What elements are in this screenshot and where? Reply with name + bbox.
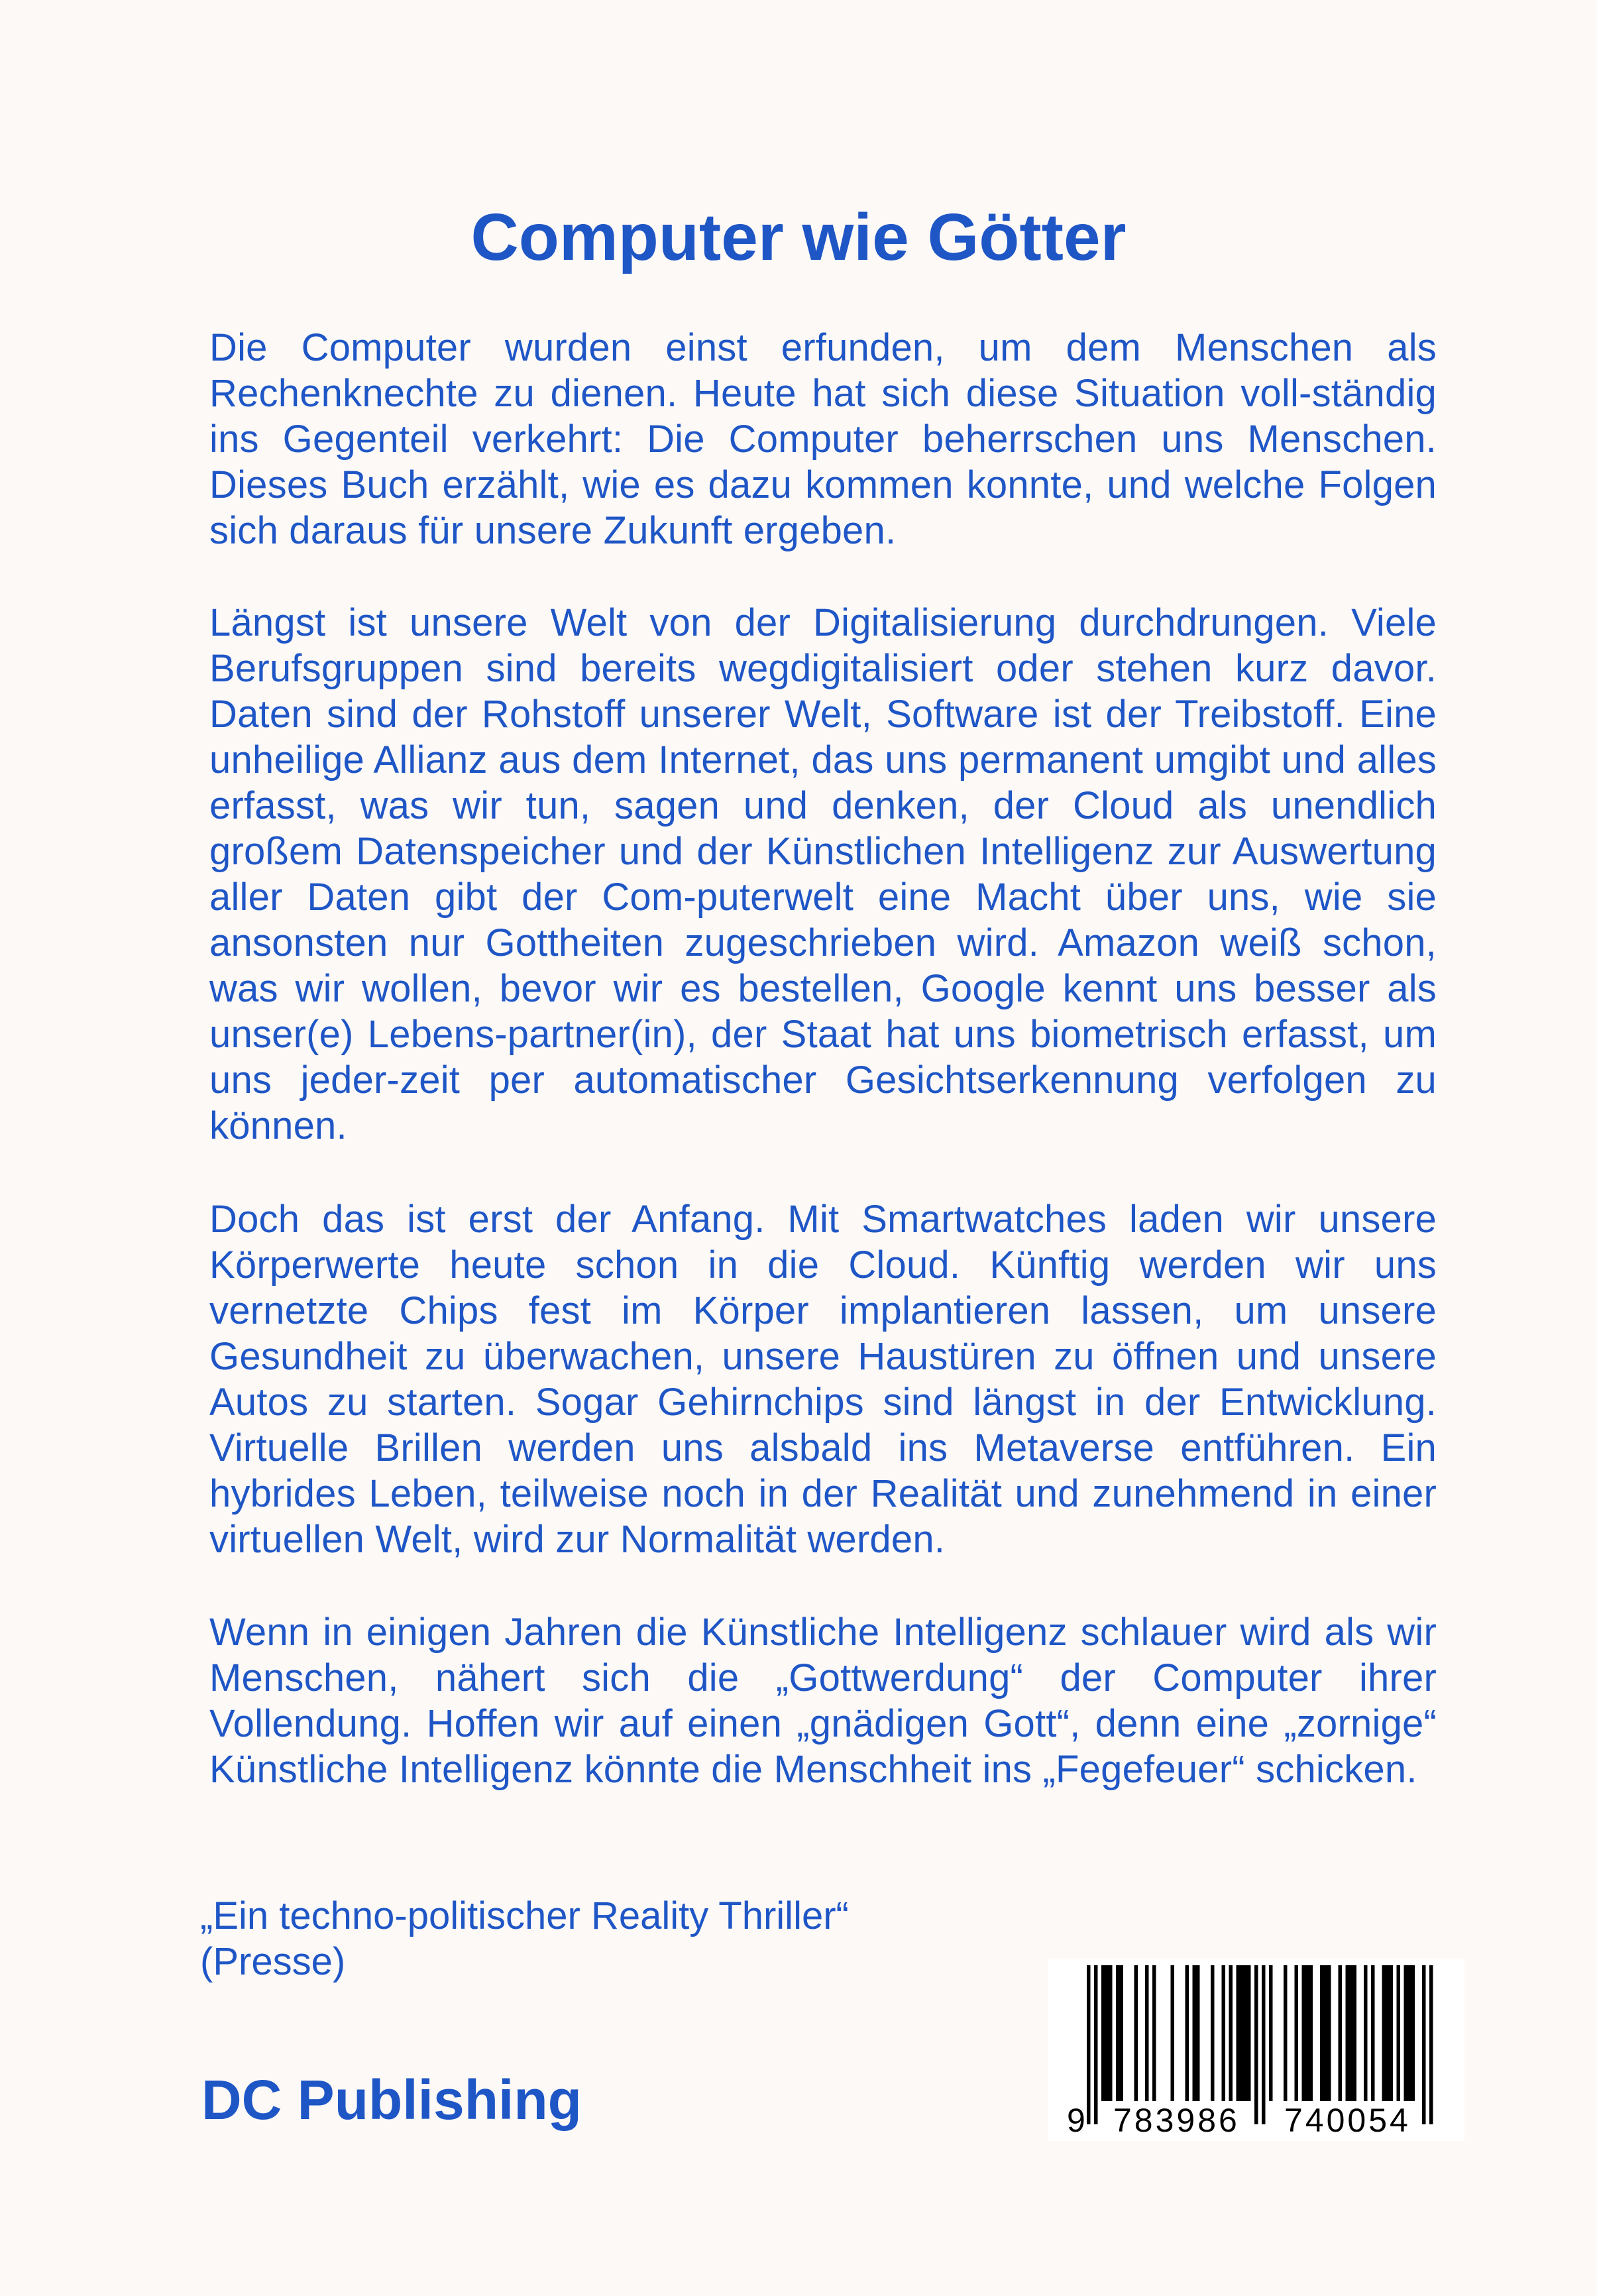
isbn-right-group: 740054 — [1284, 2102, 1411, 2139]
press-quote-source: (Presse) — [200, 1940, 346, 1983]
barcode-bar — [1101, 1965, 1113, 2101]
barcode-guard-bar — [1429, 1965, 1433, 2124]
barcode-bar — [1346, 1965, 1357, 2101]
barcode-bar — [1211, 1965, 1215, 2101]
barcode-guard-bar — [1262, 1965, 1266, 2124]
book-title: Computer wie Götter — [470, 200, 1127, 274]
barcode-bar — [1404, 1965, 1415, 2101]
barcode-guard-bar — [1094, 1965, 1098, 2124]
isbn-left-group: 783986 — [1113, 2102, 1240, 2139]
barcode-guard-bar — [1087, 1965, 1091, 2124]
blurb-paragraph-2: Längst ist unsere Welt von der Digitalisierung durchdrungen. Viele Berufsgruppen sind bereits wegdigitalisiert oder stehen kurz davor. Daten sind der Rohstoff unserer Welt, Software ist der Treibstoff. Eine unheilige Allianz aus dem Internet, das uns permanent umgibt und alles erfasst, was wir tun, sagen und denken, der Cloud als unendlich großem Datenspeicher und der Künstlichen Intelligenz zur Auswertung aller Daten gibt der Com-​puterwelt eine Macht über uns, wie sie ansonsten nur Gottheiten zugeschrieben wird. Amazon weiß schon, was wir wollen, bevor wir es bestellen, Google kennt uns besser als unser(e) Lebens-​partner(in), der Staat hat uns biometrisch erfasst, um uns jeder-​zeit per automatischer Gesichtserkennung verfolgen zu können. — [209, 601, 1437, 1147]
barcode-bar — [1116, 1965, 1123, 2101]
barcode-bar — [1302, 1965, 1313, 2101]
barcode-bar — [1284, 1965, 1288, 2101]
barcode-bar — [1237, 1965, 1251, 2101]
blurb-paragraph-3: Doch das ist erst der Anfang. Mit Smartwatches laden wir unsere Körperwerte heute schon in die Cloud. Künftig werden wir uns vernetzte Chips fest im Körper implantieren lassen, um unsere Gesundheit zu überwachen, unsere Haustüren zu öffnen und unsere Autos zu starten. Sogar Gehirnchips sind längst in der Entwicklung. Virtuelle Brillen werden uns alsbald ins Metaverse entführen. Ein hybrides Leben, teilweise noch in der Realität und zunehmend in einer virtuellen Welt, wird zur Normalität werden. — [209, 1198, 1437, 1561]
publisher-name: DC Publishing — [201, 2069, 582, 2131]
barcode-bar — [1145, 1965, 1149, 2101]
barcode-bar — [1269, 1965, 1273, 2101]
barcode-bar — [1222, 1965, 1226, 2101]
barcode-bar — [1229, 1965, 1233, 2101]
barcode-guard-bar — [1254, 1965, 1258, 2124]
barcode-bar — [1339, 1965, 1343, 2101]
press-quote-text: „Ein techno-politischer Reality Thriller“ — [200, 1894, 849, 1937]
barcode-bar — [1193, 1965, 1200, 2101]
barcode-bar — [1371, 1965, 1375, 2101]
press-quote — [200, 1893, 1062, 1984]
isbn-first-digit: 9 — [1067, 2102, 1085, 2139]
barcode-bar — [1364, 1965, 1368, 2101]
isbn-barcode — [1048, 1959, 1464, 2141]
blurb-paragraph-1: Die Computer wurden einst erfunden, um dem Menschen als Rechenknechte zu dienen. Heute hat sich diese Situation voll-​ständig ins Gegenteil verkehrt: Die Computer beherrschen uns Menschen. Dieses Buch erzählt, wie es dazu kommen konnte, und welche Folgen sich daraus für unsere Zukunft ergeben. — [209, 326, 1437, 552]
barcode-bar — [1382, 1965, 1394, 2101]
barcode-guard-bar — [1422, 1965, 1426, 2124]
barcode-bar — [1320, 1965, 1331, 2101]
barcode-bar — [1295, 1965, 1299, 2101]
barcode-bar — [1152, 1965, 1156, 2101]
blurb-paragraph-4: Wenn in einigen Jahren die Künstliche Intelligenz schlauer wird als wir Menschen, nähert sich die „Gottwerdung“ der Computer ihrer Vollendung. Hoffen wir auf einen „gnädigen Gott“, denn eine „zornige“ Künstliche Intelligenz könnte die Menschheit ins „Fegefeuer“ schicken. — [209, 1611, 1437, 1791]
barcode-bar — [1185, 1965, 1189, 2101]
barcode-bar — [1134, 1965, 1138, 2101]
barcode-bar — [1397, 1965, 1401, 2101]
isbn-number — [1048, 2102, 1464, 2139]
barcode-bar — [1171, 1965, 1175, 2101]
